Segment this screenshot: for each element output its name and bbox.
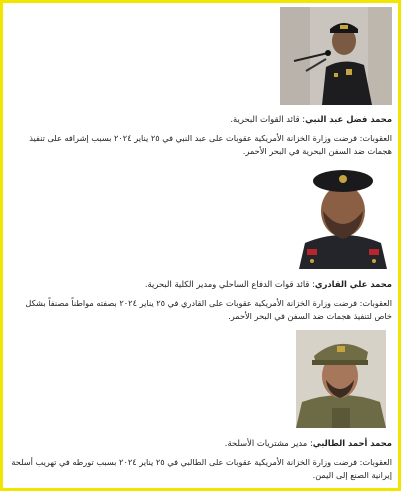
person-3-sanctions-label: العقوبات: [359,457,392,467]
person-2-block [9,278,392,323]
person-2-role: : قائد قوات الدفاع الساحلي ومدير الكلية البحرية. [144,279,315,289]
person-2-sanctions-text: فرضت وزارة الخزانة الأمريكية عقوبات على القادري في ٢٥ يناير ٢٠٢٤ بصفته مواطناً مصنفاً بشكل خاص لتنفيذ هجمات ضد السفن في البحر الأحمر. [25,298,392,321]
person-1-sanctions-text: فرضت وزارة الخزانة الأمريكية عقوبات على عبد النبي في ٢٥ يناير ٢٠٢٤ بسبب إشرافه على تنفيذ هجمات ضد السفن البحرية في البحر الأحمر. [29,133,392,156]
person-1-sanctions [9,132,392,158]
person-3-sanctions-text: فرضت وزارة الخزانة الأمريكية عقوبات على الطالبي في ٢٥ يناير ٢٠٢٤ بسبب تورطه في تهريب أسلحة إيرانية الصنع إلى اليمن. [11,457,392,480]
person-2-photo [295,165,391,269]
person-1-block [9,113,392,158]
person-1-title [9,113,392,126]
portrait-speaker-icon [280,7,392,105]
person-2-title [9,278,392,291]
person-3-role: : مدير مشتريات الأسلحة. [224,438,313,448]
person-1-sanctions-label: العقوبات: [359,133,392,143]
person-2-sanctions-label: العقوبات: [359,298,392,308]
person-3-sanctions [9,456,392,482]
person-1-role: : قائد القوات البحرية. [230,114,306,124]
person-3-photo [296,330,386,428]
person-1-name: محمد فضل عبد النبي [305,114,392,124]
person-3-name: محمد أحمد الطالبي [312,438,392,448]
person-2-sanctions [9,297,392,323]
person-3-title [9,437,392,450]
portrait-officer-beret-icon [295,165,391,269]
person-1-photo [280,7,392,105]
portrait-officer-cap-icon [296,330,386,428]
person-3-block [9,437,392,482]
person-2-name: محمد علي القادري [314,279,392,289]
